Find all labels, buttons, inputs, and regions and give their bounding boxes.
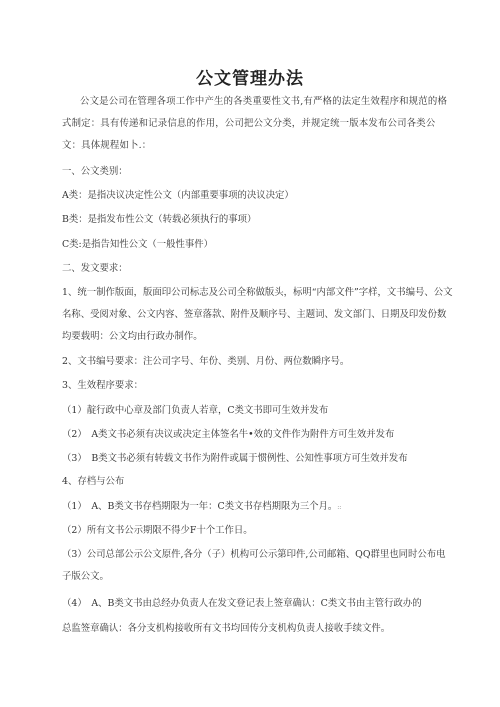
category-c-line: C类:是指告知性公文（一般性事件） xyxy=(62,239,213,250)
archive-item-3-paragraph: （3）公司总部公示公文原件,各分（子）机构可公示第印件,公司邮箱、QQ群里也同时公布电子版公文。 xyxy=(62,549,446,582)
archive-item-1 xyxy=(62,500,462,515)
requirement-3-line: 3、生效程序要求： xyxy=(62,380,143,391)
document-title: 公文管理办法 xyxy=(196,69,304,89)
requirement-2-line: 2、文书编号要求：注公司字号、年份、类别、月份、两位数瞬序号。 xyxy=(62,356,350,367)
section-1-heading: 一、公文类别： xyxy=(62,166,128,177)
intro-paragraph: 公文是公司在管理各项工作中产生的各类重要性文书,有严格的法定生效程序和规范的格式制定：具有传递和记录信息的作用，公司把公文分类，并规定统一版本发布公司各类公文：具体规程如卜.： xyxy=(62,96,448,151)
archive-item-2: （2）所有文书公示期限不得少F十个工作日。 xyxy=(62,525,253,536)
category-a-line: A类：是指决议决定性公文（内部重要事项的决议决定） xyxy=(62,190,294,201)
archive-item-4-line-1: （4） A、B类文书由总经办负责人在发文登记表上签章确认：C类文书由主管行政办的 xyxy=(62,598,422,609)
effective-item-2: （2） A类文书必须有决议或决定主体签名牛•效的文件作为附件方可生效并发布 xyxy=(62,429,395,440)
archive-item-1-mark: :: xyxy=(337,504,342,511)
category-b-line: B类：是指发布性公文（转载必须执行的事项） xyxy=(62,214,257,225)
section-4-heading: 4、存档与公布 xyxy=(62,476,125,487)
requirement-1-paragraph: 1、统一制作版面，版面印公司标志及公司全称做版头，标明“内部文件”字样，文书编号、公文名称、受阅对象、公文内容、签章落款、附件及顺序号、主题词、发文部门、日期及印发份数均要载明：公文均由行政办制作。 xyxy=(62,287,453,342)
archive-item-1-text: （1） A、B类文书存档期限为一年：C类文书存档期限为三个月。 xyxy=(62,501,338,512)
section-2-heading: 二、发文要求： xyxy=(62,263,128,274)
effective-item-3: （3） B类文书必须有转载文书作为附件或属于惯例性、公知性事项方可生效并发布 xyxy=(62,453,408,464)
effective-item-1: （1）靛行政中心章及部门负责人若章，C类文书即可生效并发布 xyxy=(62,405,329,416)
archive-item-4-line-2: 总监签章确认：各分支机构接收所有文书均回传分支机构负责人接收手续文件。 xyxy=(62,623,391,634)
